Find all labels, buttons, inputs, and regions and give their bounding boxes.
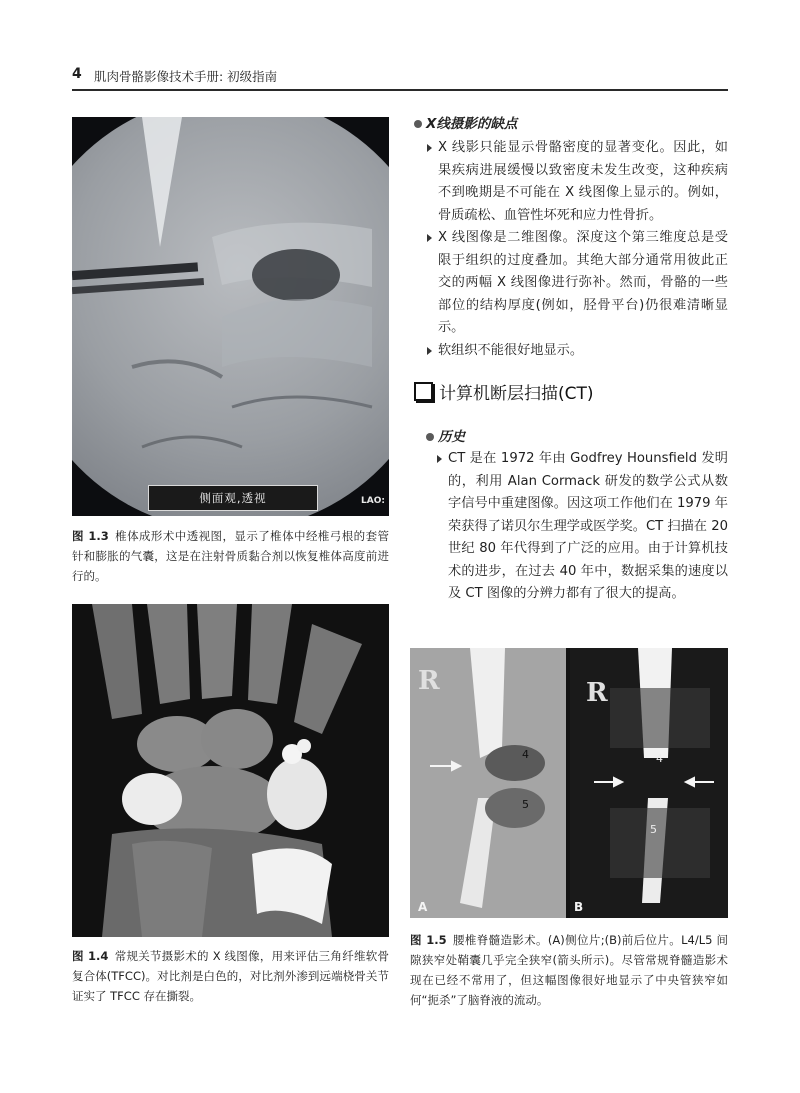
xray-cons-list	[426, 137, 728, 362]
orientation-mark: LAO:	[361, 496, 385, 506]
section-title-ct: 计算机断层扫描(CT)	[414, 379, 594, 403]
level-label-b-l4: 4	[656, 752, 663, 765]
figure-1-4-caption	[72, 946, 389, 1006]
xray-cons-heading: X线摄影的缺点	[414, 112, 517, 132]
list-item: CT 是在 1972 年由 Godfrey Hounsfield 发明的，利用 Alan Cormack 研发的数学公式从数字信号中重建图像。因这项工作他们在 1979 年荣获得了诺贝尔生理学或医学奖。CT 扫描在 20 世纪 80 年代得到了广泛的应用。由于计算机技术的进步，在过去 40 年中，数据采集的速度以及 CT 图像的分辨力都有了很大的提高。	[436, 448, 728, 606]
side-marker-a: R	[418, 666, 440, 696]
caption-label: 图 1.5	[410, 933, 447, 947]
myelogram-panels	[410, 648, 728, 918]
fluoroscopy-image	[72, 117, 389, 516]
ct-history-list	[436, 448, 728, 606]
book-title: 肌肉骨骼影像技术手册: 初级指南	[94, 69, 278, 84]
figure-1-5-caption	[410, 930, 728, 1010]
list-item: X 线影只能显示骨骼密度的显著变化。因此，如果疾病进展缓慢以致密度未发生改变，这种疾病不到晚期是不可能在 X 线图像上显示的。例如，骨质疏松、血管性坏死和应力性骨折。	[426, 137, 728, 227]
side-marker-b: R	[586, 678, 608, 708]
caption-label: 图 1.3	[72, 529, 109, 543]
caption-text: 常规关节摄影术的 X 线图像，用来评估三角纤维软骨复合体(TFCC)。对比剂是白色的，对比剂外渗到远端桡骨关节证实了 TFCC 存在撕裂。	[72, 949, 389, 1003]
bullet-dot-icon	[414, 120, 422, 128]
checkbox-square-icon	[414, 382, 433, 401]
level-label-a-l5: 5	[522, 798, 529, 811]
header-rule	[72, 89, 728, 91]
figure-1-3-caption	[72, 526, 389, 586]
list-item: X 线图像是二维图像。深度这个第三维度总是受限于组织的过度叠加。其绝大部分通常用彼此正交的两幅 X 线图像进行弥补。然而，骨骼的一些部位的结构厚度(例如，胫骨平台)仍很难清晰显示。	[426, 227, 728, 340]
history-heading: 历史	[426, 425, 465, 445]
bullet-dot-icon	[426, 433, 434, 441]
list-item: 软组织不能很好地显示。	[426, 340, 728, 363]
figure-1-5-image	[410, 648, 728, 918]
figure-1-4-image	[72, 604, 389, 937]
level-label-a-l4: 4	[522, 748, 529, 761]
panel-letter-a: A	[418, 900, 428, 914]
page-header	[72, 64, 728, 88]
view-label: 侧面观,透视	[148, 485, 318, 511]
wrist-xray-image	[72, 604, 389, 937]
caption-text: 椎体成形术中透视图，显示了椎体中经椎弓根的套管针和膨胀的气囊，这是在注射骨质黏合剂以恢复椎体高度前进行的。	[72, 529, 389, 583]
figure-1-3-image	[72, 117, 389, 516]
caption-label: 图 1.4	[72, 949, 109, 963]
level-label-b-l5: 5	[650, 823, 657, 836]
page-number: 4	[72, 66, 82, 82]
panel-letter-b: B	[574, 900, 584, 914]
caption-text: 腰椎脊髓造影术。(A)侧位片;(B)前后位片。L4/L5 间隙狭窄处鞘囊几乎完全狭窄(箭头所示)。尽管常规脊髓造影术现在已经不常用了，但这幅图像很好地显示了中央管狭窄如何“扼杀”了脑脊液的流动。	[410, 933, 728, 1007]
